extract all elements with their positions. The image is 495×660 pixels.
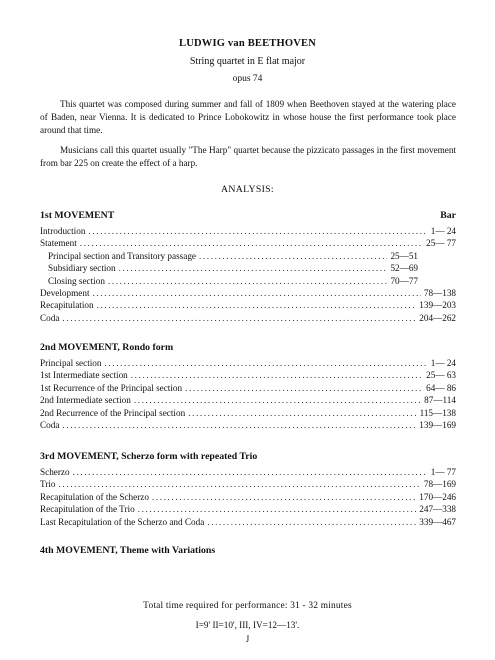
row-label: 2nd Recurrence of the Principal section <box>40 407 186 418</box>
analysis-heading: ANALYSIS: <box>221 184 274 195</box>
row-label: Recapitulation of the Trio <box>40 504 135 515</box>
analysis-row <box>40 287 456 299</box>
bar-column-label: Bar <box>440 210 456 221</box>
bar-range: 115—138 <box>419 407 456 418</box>
dot-leader <box>188 407 416 419</box>
movement-1-heading <box>40 210 456 225</box>
analysis-row <box>40 369 456 381</box>
row-label: Closing section <box>48 275 105 286</box>
movement-4-title: 4th MOVEMENT, Theme with Variations <box>40 545 216 556</box>
analysis-row <box>40 312 456 324</box>
analysis-row <box>40 516 456 528</box>
row-label: Principal section <box>40 358 102 368</box>
dot-leader <box>119 262 388 274</box>
analysis-row <box>40 237 456 249</box>
row-label: Coda <box>40 419 60 430</box>
intro-paragraph-composition: This quartet was composed during summer and fall of 1809 when Beethoven stayed at the watering place of Baden, near Vienna. It is dedicated to Prince Lobokowitz in whose house the first performance took place around that time. <box>40 99 456 135</box>
dot-leader <box>138 503 417 515</box>
analysis-row <box>40 419 456 431</box>
bar-range: 339—467 <box>419 516 456 527</box>
bar-range: 170—246 <box>419 491 456 502</box>
row-label: Recapitulation <box>40 300 94 311</box>
bar-range: 87—114 <box>424 395 456 406</box>
row-label: Recapitulation of the Scherzo <box>40 491 149 502</box>
dot-leader <box>207 516 416 528</box>
page-number: J <box>245 634 250 644</box>
bar-range: 25— 63 <box>426 370 456 381</box>
movement-4-heading <box>40 545 456 560</box>
analysis-row <box>40 382 456 394</box>
row-label: Principal section and Transitory passage <box>48 250 196 261</box>
intro-paragraph-harp: Musicians call this quartet usually "The Harp" quartet because the pizzicato passages in the first movement from bar 225 on create the effect of a harp. <box>40 145 456 168</box>
movement-3-title: 3rd MOVEMENT, Scherzo form with repeated Trio <box>40 451 258 462</box>
composer-title: LUDWIG van BEETHOVEN <box>178 38 317 49</box>
bar-range: 204—262 <box>419 312 456 323</box>
row-label: Last Recapitulation of the Scherzo and Coda <box>40 516 205 527</box>
analysis-row <box>40 466 456 478</box>
opus-number: opus 74 <box>232 74 263 84</box>
bar-range: 247—338 <box>419 504 456 515</box>
row-label: 1st Recurrence of the Principal section <box>40 382 183 393</box>
row-label: 2nd Intermediate section <box>40 395 131 406</box>
row-label: Statement <box>40 238 77 249</box>
bar-range: 70—77 <box>390 275 418 286</box>
row-label: 1st Intermediate section <box>40 370 128 381</box>
analysis-row <box>40 225 456 237</box>
analysis-row <box>40 299 456 311</box>
row-label: Development <box>40 287 90 298</box>
bar-range: 139—169 <box>419 419 456 430</box>
dot-leader <box>59 478 421 490</box>
movement-2-title: 2nd MOVEMENT, Rondo form <box>40 342 174 353</box>
analysis-row <box>40 357 456 369</box>
bar-range: 52—69 <box>390 263 418 274</box>
row-label: Coda <box>40 312 60 323</box>
analysis-row <box>40 503 456 515</box>
dot-leader <box>73 466 428 478</box>
movement-1-title: 1st MOVEMENT <box>40 210 115 221</box>
analysis-row <box>40 407 456 419</box>
row-label: Scherzo <box>40 467 70 477</box>
analysis-subrow <box>40 262 418 274</box>
bar-range: 25— 77 <box>426 238 456 249</box>
bar-range: 64— 86 <box>426 382 456 393</box>
analysis-subrow <box>40 250 418 262</box>
movement-3-heading <box>40 451 456 466</box>
dot-leader <box>88 225 427 237</box>
dot-leader <box>131 369 423 381</box>
movement-times: I=9' II=10', III, IV=12—13'. <box>195 620 300 630</box>
bar-range: 25—51 <box>390 250 418 261</box>
dot-leader <box>199 250 387 262</box>
bar-range: 1— 77 <box>430 467 456 477</box>
total-time: Total time required for performance: 31 - 32 minutes <box>143 601 352 611</box>
dot-leader <box>80 237 423 249</box>
analysis-row <box>40 478 456 490</box>
analysis-row <box>40 394 456 406</box>
dot-leader <box>93 287 421 299</box>
dot-leader <box>185 382 423 394</box>
movement-4-section <box>40 545 456 560</box>
bar-range: 1— 24 <box>430 226 456 236</box>
row-label: Introduction <box>40 226 86 236</box>
dot-leader <box>105 357 428 369</box>
dot-leader <box>152 491 416 503</box>
dot-leader <box>108 275 388 287</box>
bar-range: 78—138 <box>423 287 456 298</box>
dot-leader <box>62 312 416 324</box>
bar-range: 78—169 <box>423 479 456 490</box>
movement-1-section <box>40 210 456 324</box>
analysis-row <box>40 491 456 503</box>
dot-leader <box>97 299 417 311</box>
work-subtitle: String quartet in E flat major <box>189 56 306 67</box>
row-label: Subsidiary section <box>48 263 116 274</box>
bar-range: 1— 24 <box>430 358 456 368</box>
movement-2-heading <box>40 342 456 357</box>
dot-leader <box>62 419 416 431</box>
analysis-subrow <box>40 275 418 287</box>
dot-leader <box>134 394 421 406</box>
bar-range: 139—203 <box>419 300 456 311</box>
movement-2-section <box>40 342 456 431</box>
row-label: Trio <box>40 479 56 490</box>
movement-3-section <box>40 451 456 528</box>
